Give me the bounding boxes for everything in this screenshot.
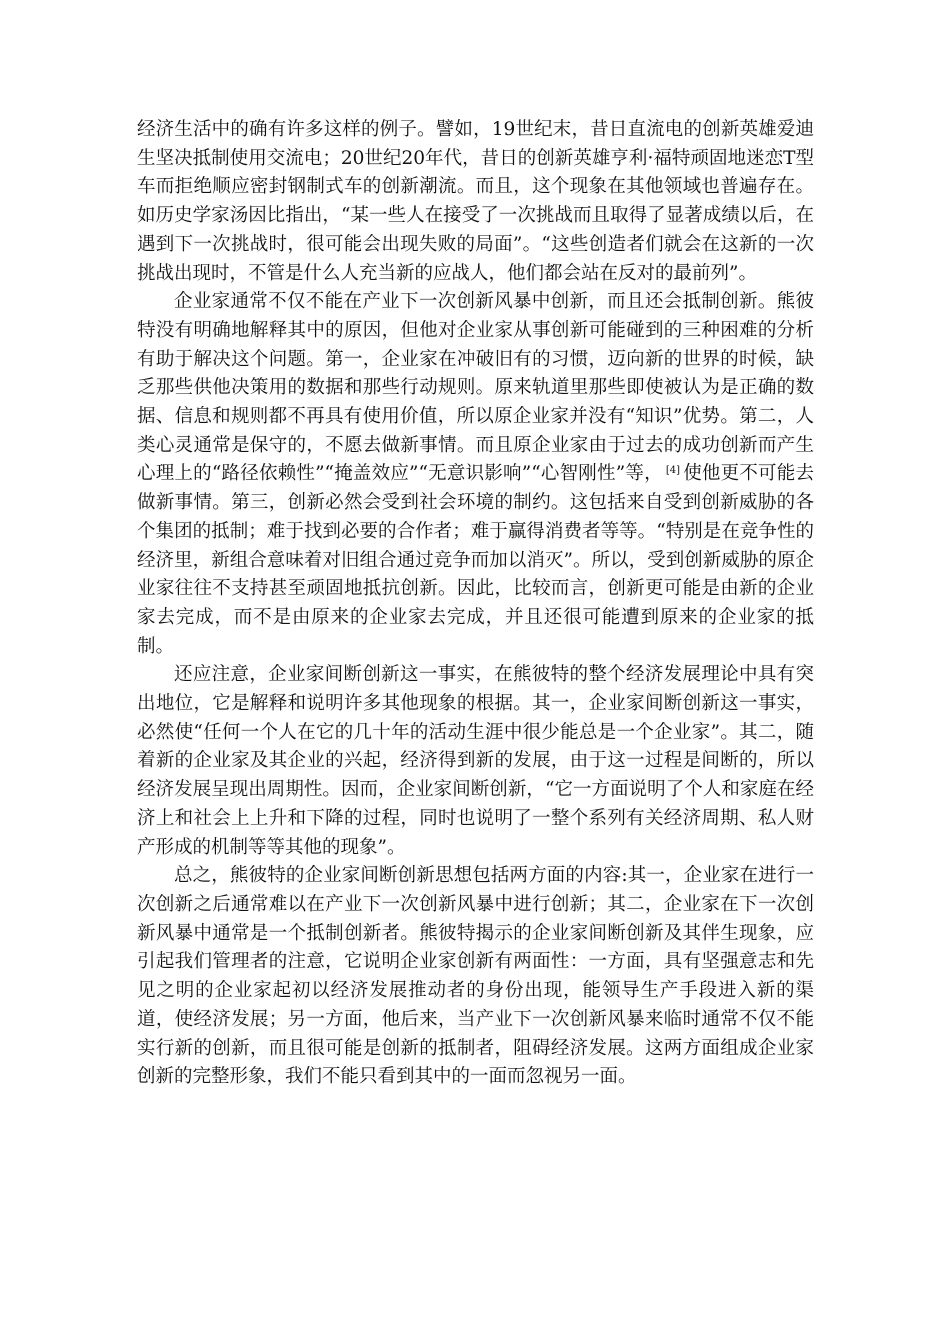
paragraph-3: 还应注意，企业家间断创新这一事实，在熊彼特的整个经济发展理论中具有突出地位，它是解释和说明许多其他现象的根据。其一，企业家间断创新这一事实，必然使“任何一个人在它的几十年的活动生涯中很少能总是一个企业家”。其二，随着新的企业家及其企业的兴起，经济得到新的发展，由于这一过程是间断的，所以经济发展呈现出周期性。因而，企业家间断创新，“它一方面说明了个人和家庭在经济上和社会上上升和下降的过程，同时也说明了一整个系列有关经济周期、私人财产形成的机制等等其他的现象”。 [137, 664, 814, 858]
paragraph-2-text-b: 使他更不可能去做新事情。第三，创新必然会受到社会环境的制约。这包括来自受到创新威胁的各个集团的抵制；难于找到必要的合作者；难于赢得消费者等等。“特别是在竞争性的经济里，新组合意味着对旧组合通过竞争而加以消灭”。所以，受到创新威胁的原企业家往往不支持甚至顽固地抵抗创新。因此，比较而言，创新更可能是由新的企业家去完成，而不是由原来的企业家去完成，并且还很可能遭到原来的企业家的抵制。 [137, 463, 814, 657]
citation-reference: [4] [665, 465, 680, 477]
paragraph-2-text-a: 企业家通常不仅不能在产业下一次创新风暴中创新，而且还会抵制创新。熊彼特没有明确地解释其中的原因，但他对企业家从事创新可能碰到的三种困难的分析有助于解决这个问题。第一，企业家在冲破旧有的习惯，迈向新的世界的时候，缺乏那些供他决策用的数据和那些行动规则。原来轨道里那些即使被认为是正确的数据、信息和规则都不再具有使用价值，所以原企业家并没有“知识”优势。第二，人类心灵通常是保守的，不愿去做新事情。而且原企业家由于过去的成功创新而产生心理上的“路径依赖性”“掩盖效应”“无意识影响”“心智刚性”等， [137, 291, 814, 485]
paragraph-2 [137, 288, 814, 661]
paragraph-4: 总之，熊彼特的企业家间断创新思想包括两方面的内容:其一，企业家在进行一次创新之后通常难以在产业下一次创新风暴中进行创新；其二，企业家在下一次创新风暴中通常是一个抵制创新者。熊彼特揭示的企业家间断创新及其伴生现象，应引起我们管理者的注意，它说明企业家创新有两面性：一方面，具有坚强意志和先见之明的企业家起初以经济发展推动者的身份出现，能领导生产手段进入新的渠道，使经济发展；另一方面，他后来，当产业下一次创新风暴来临时通常不仅不能实行新的创新，而且很可能是创新的抵制者，阻碍经济发展。这两方面组成企业家创新的完整形象，我们不能只看到其中的一面而忽视另一面。 [137, 865, 814, 1088]
paragraph-1: 经济生活中的确有许多这样的例子。譬如，19世纪末，昔日直流电的创新英雄爱迪生坚决抵制使用交流电；20世纪20年代，昔日的创新英雄亨利·福特顽固地迷恋T型车而拒绝顺应密封钢制式车的创新潮流。而且，这个现象在其他领域也普遍存在。如历史学家汤因比指出，“某一些人在接受了一次挑战而且取得了显著成绩以后，在遇到下一次挑战时，很可能会出现失败的局面”。“这些创造者们就会在这新的一次挑战出现时，不管是什么人充当新的应战人，他们都会站在反对的最前列”。 [137, 119, 814, 284]
body-text [137, 116, 814, 1092]
